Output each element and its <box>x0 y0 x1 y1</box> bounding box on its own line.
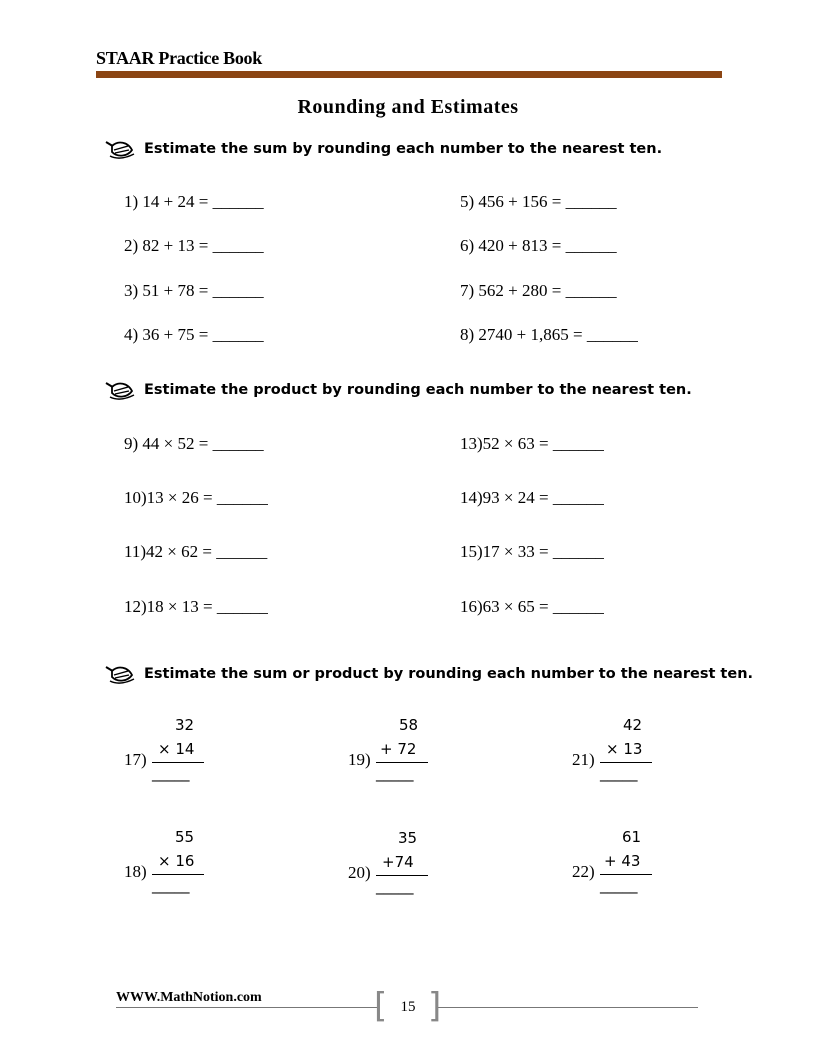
instruction-text: Estimate the sum or product by rounding each number to the nearest ten. <box>144 666 754 682</box>
problem-1: 1) 14 + 24 = ______ <box>124 192 264 211</box>
problem-label: 17) <box>124 750 147 769</box>
header-rule <box>96 71 722 78</box>
pen-writing-icon <box>104 138 136 160</box>
bottom-number: × 13 <box>606 740 643 758</box>
problem-6: 6) 420 + 813 = ______ <box>460 236 617 255</box>
problem-21 <box>572 716 692 796</box>
page-title: Rounding and Estimates <box>297 96 519 118</box>
problem-4: 4) 36 + 75 = ______ <box>124 325 264 344</box>
instruction-sum <box>104 138 662 160</box>
answer-blank: _____ <box>376 877 414 895</box>
answer-blank: _____ <box>152 764 190 782</box>
bottom-number: × 16 <box>158 852 195 870</box>
footer-rule-right <box>438 1007 698 1008</box>
top-number: 42 <box>623 716 643 734</box>
answer-line <box>152 874 204 875</box>
instruction-text: Estimate the product by rounding each number to the nearest ten. <box>144 382 692 398</box>
problem-label: 18) <box>124 862 147 881</box>
top-number: 61 <box>622 828 642 846</box>
answer-blank: _____ <box>600 876 638 894</box>
problem-label: 21) <box>572 750 595 769</box>
bottom-number: +74 <box>382 853 414 871</box>
answer-line <box>152 762 204 763</box>
problem-11: 11)42 × 62 = ______ <box>124 542 268 561</box>
bottom-number: × 14 <box>158 740 195 758</box>
top-number: 32 <box>175 716 195 734</box>
problem-5: 5) 456 + 156 = ______ <box>460 192 617 211</box>
answer-blank: _____ <box>600 764 638 782</box>
answer-blank: _____ <box>152 876 190 894</box>
problem-17 <box>124 716 244 796</box>
problem-7: 7) 562 + 280 = ______ <box>460 281 617 300</box>
top-number: 55 <box>175 828 195 846</box>
problem-19 <box>348 716 468 796</box>
instruction-sum-or-product <box>104 663 753 685</box>
problem-9: 9) 44 × 52 = ______ <box>124 434 264 453</box>
problem-22 <box>572 828 692 908</box>
page-number: 15 <box>400 999 416 1015</box>
header-title: STAAR Practice Book <box>96 48 262 68</box>
problem-18 <box>124 828 244 908</box>
answer-blank: _____ <box>376 764 414 782</box>
answer-line <box>600 874 652 875</box>
answer-line <box>376 875 428 876</box>
pen-writing-icon <box>104 379 136 401</box>
problem-15: 15)17 × 33 = ______ <box>460 542 604 561</box>
problem-14: 14)93 × 24 = ______ <box>460 488 604 507</box>
instruction-product <box>104 379 692 401</box>
problem-label: 20) <box>348 863 371 882</box>
problem-20 <box>348 829 468 909</box>
problem-3: 3) 51 + 78 = ______ <box>124 281 264 300</box>
problem-13: 13)52 × 63 = ______ <box>460 434 604 453</box>
problem-10: 10)13 × 26 = ______ <box>124 488 268 507</box>
pen-writing-icon <box>104 663 136 685</box>
bottom-number: + 72 <box>380 740 417 758</box>
right-bracket-icon: ] <box>428 986 442 1026</box>
problem-2: 2) 82 + 13 = ______ <box>124 236 264 255</box>
instruction-text: Estimate the sum by rounding each number to the nearest ten. <box>144 141 663 157</box>
top-number: 35 <box>398 829 418 847</box>
bottom-number: + 43 <box>604 852 641 870</box>
problem-8: 8) 2740 + 1,865 = ______ <box>460 325 638 344</box>
footer-website: WWW.MathNotion.com <box>116 990 262 1005</box>
problem-label: 22) <box>572 862 595 881</box>
top-number: 58 <box>399 716 419 734</box>
left-bracket-icon: [ <box>374 986 388 1026</box>
answer-line <box>600 762 652 763</box>
footer-rule-left <box>116 1007 378 1008</box>
problem-12: 12)18 × 13 = ______ <box>124 597 268 616</box>
problem-16: 16)63 × 65 = ______ <box>460 597 604 616</box>
problem-label: 19) <box>348 750 371 769</box>
answer-line <box>376 762 428 763</box>
